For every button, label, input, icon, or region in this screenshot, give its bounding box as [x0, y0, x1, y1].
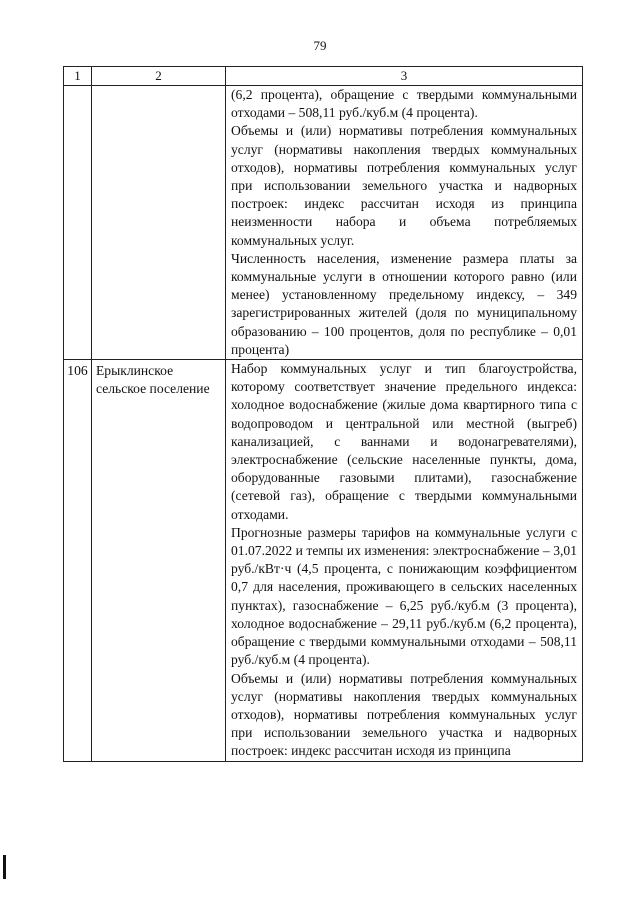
table-header-row: [64, 67, 583, 86]
paragraph: Объемы и (или) нормативы потребления коммунальных услуг (нормативы накопления твердых коммунальных отходов), нормативы потребления коммунальных услуг при использовании земельного участка и надворных построек: индекс рассчитан исходя из принципа неизменности набора и объема потребляемых коммунальных услуг.: [231, 123, 577, 248]
table-row: [64, 360, 583, 761]
page-number: 79: [313, 38, 327, 53]
paragraph: (6,2 процента), обращение с твердыми коммунальными отходами – 508,11 руб./куб.м (4 процента).: [231, 87, 577, 121]
row-content: [226, 360, 583, 761]
paragraph: Объемы и (или) нормативы потребления коммунальных услуг (нормативы накопления твердых коммунальных отходов), нормативы потребления коммунальных услуг при использовании земельного участка и надворных построек: индекс рассчитан исходя из принципа: [231, 670, 577, 759]
column-header-3: 3: [226, 67, 583, 86]
row-number: [64, 86, 92, 360]
tariff-table: [63, 66, 583, 762]
paragraph: Численность населения, изменение размера платы за коммунальные услуги в отношении которого равно (или менее) установленному предельному индексу, – 349 зарегистрированных жителей (доля по муниципальному образованию – 100 процентов, доля по республике – 0,01 процента): [231, 250, 577, 357]
paragraph: Прогнозные размеры тарифов на коммунальные услуги с 01.07.2022 и темпы их изменения: электроснабжение – 3,01 руб./кВт·ч (4,5 процента, с понижающим коэффициентом 0,7 для населения, проживающего в сельских населенных пунктах), газоснабжение – 6,25 руб./куб.м (3 процента), холодное водоснабжение – 29,11 руб./куб.м (6,2 процента), обращение с твердыми коммунальными отходами – 508,11 руб./куб.м (4 процента).: [231, 524, 577, 668]
row-number: 106: [64, 360, 92, 761]
municipality-name: [92, 86, 226, 360]
column-header-1: 1: [64, 67, 92, 86]
row-content: [226, 86, 583, 360]
column-header-2: 2: [92, 67, 226, 86]
municipality-name: Ерыклинское сельское поселение: [92, 360, 226, 761]
binding-mark: [3, 855, 6, 879]
paragraph: Набор коммунальных услуг и тип благоустройства, которому соответствует значение предельного индекса: холодное водоснабжение (жилые дома квартирного типа с водопроводом и центральной или местной (выгреб) канализацией, с ваннами и водонагревателями), электроснабжение (сельские населенные пункты, дома, оборудованные газовыми плитами), газоснабжение (сетевой газ), обращение с твердыми коммунальными отходами.: [231, 361, 577, 522]
table-row: [64, 86, 583, 360]
